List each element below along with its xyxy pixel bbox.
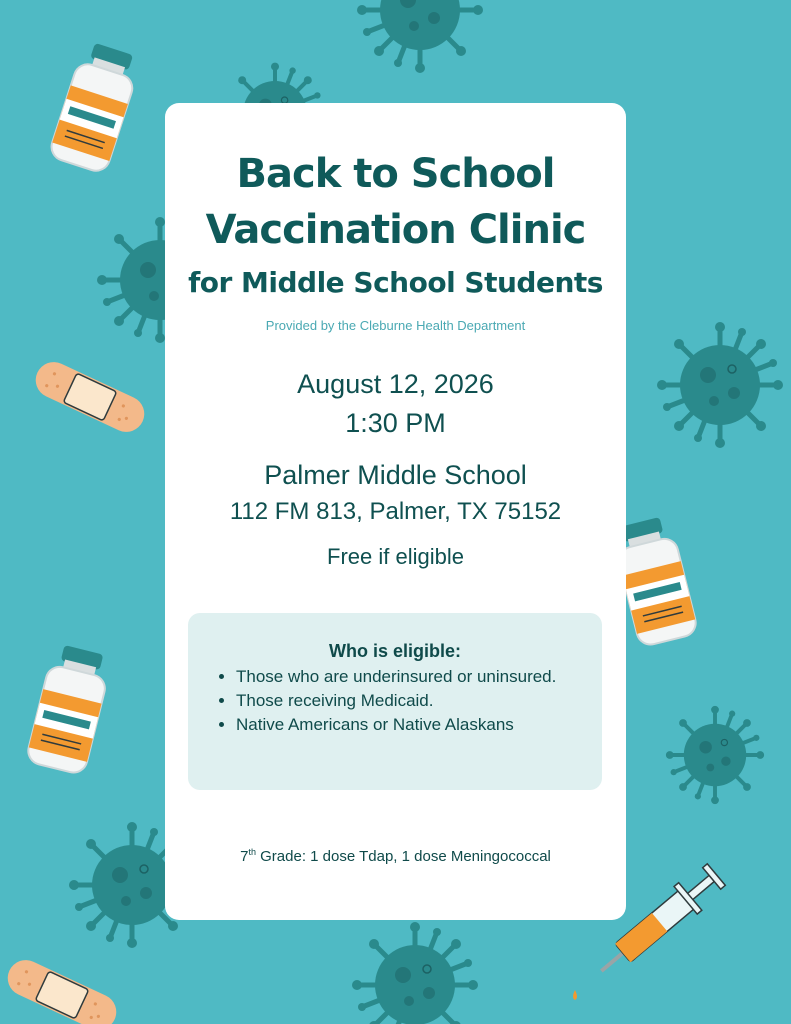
flyer-card [165, 103, 626, 920]
eligibility-list [236, 665, 576, 737]
grade-number: 7 [240, 848, 249, 865]
virus-icon [660, 700, 770, 810]
virus-icon [340, 915, 490, 1024]
vaccine-vial-icon [40, 38, 150, 178]
title-line-2: Vaccination Clinic [205, 207, 586, 253]
eligibility-title: Who is eligible: [328, 641, 461, 661]
list-item: • Native Americans or Native Alaskans [236, 713, 576, 737]
grade-doses: Grade: 1 dose Tdap, 1 dose Meningococcal [255, 848, 551, 865]
event-location-name: Palmer Middle School [264, 460, 527, 490]
subtitle: for Middle School Students [188, 266, 603, 299]
virus-icon [90, 210, 170, 350]
event-address: 112 FM 813, Palmer, TX 75152 [229, 498, 562, 525]
title-line-1: Back to School [236, 151, 555, 197]
provider-text: Provided by the Cleburne Health Department [265, 318, 526, 333]
event-date: August 12, 2026 [297, 369, 494, 399]
grade-requirements [165, 847, 626, 865]
eligibility-box [188, 613, 602, 790]
bandage-icon [28, 350, 153, 445]
grade-ordinal: th [248, 847, 256, 857]
bandage-icon [0, 955, 125, 1024]
event-time: 1:30 PM [345, 408, 446, 438]
virus-icon [345, 0, 495, 80]
list-item: • Those who are underinsured or uninsured. [236, 665, 576, 689]
list-item: • Those receiving Medicaid. [236, 689, 576, 713]
vaccine-vial-icon [14, 640, 124, 780]
virus-icon [650, 315, 790, 455]
event-cost: Free if eligible [327, 544, 464, 569]
